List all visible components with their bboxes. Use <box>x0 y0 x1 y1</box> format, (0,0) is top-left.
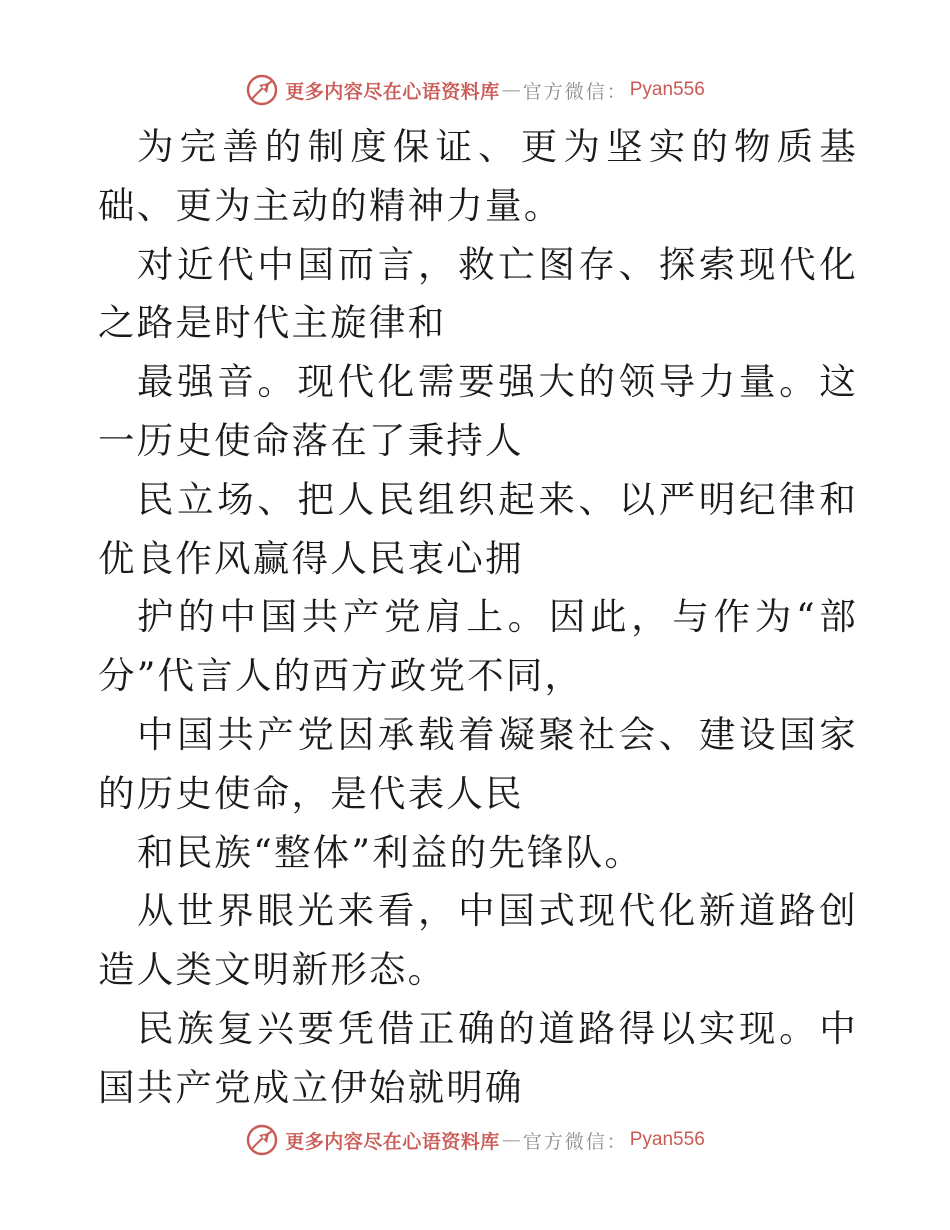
banner-dash: — <box>501 79 521 101</box>
banner-main-text: 更多内容尽在心语资料库 <box>285 80 500 103</box>
pen-nib-logo-icon <box>245 1123 279 1157</box>
header-banner <box>0 70 950 110</box>
banner-dash: — <box>501 1129 521 1151</box>
banner-wechat-id: Pyan556 <box>629 1129 705 1150</box>
banner-wechat-label: 官方微信： <box>522 80 628 103</box>
paragraph: 和民族“整体”利益的先锋队。 <box>137 830 644 874</box>
banner-wechat-label: 官方微信： <box>522 1130 628 1153</box>
pen-nib-logo-icon <box>245 73 279 107</box>
paragraph: 民族复兴要凭借正确的道路得以实现。中国共产党成立伊始就明确 <box>98 1006 858 1109</box>
paragraph: 护的中国共产党肩上。因此，与作为“部分”代言人的西方政党不同， <box>98 595 858 698</box>
paragraph: 最强音。现代化需要强大的领导力量。这一历史使命落在了秉持人 <box>98 360 858 462</box>
paragraph: 为完善的制度保证、更为坚实的物质基础、更为主动的精神力量。 <box>98 125 858 227</box>
paragraph: 中国共产党因承载着凝聚社会、建设国家的历史使命，是代表人民 <box>98 712 858 815</box>
document-body <box>98 118 858 1118</box>
paragraph: 对近代中国而言，救亡图存、探索现代化之路是时代主旋律和 <box>98 242 858 345</box>
banner-wechat-id: Pyan556 <box>629 79 705 100</box>
banner-main-text: 更多内容尽在心语资料库 <box>285 1130 500 1153</box>
paragraph: 从世界眼光来看，中国式现代化新道路创造人类文明新形态。 <box>98 889 858 992</box>
footer-banner <box>0 1120 950 1160</box>
paragraph: 民立场、把人民组织起来、以严明纪律和优良作风赢得人民衷心拥 <box>98 477 858 580</box>
